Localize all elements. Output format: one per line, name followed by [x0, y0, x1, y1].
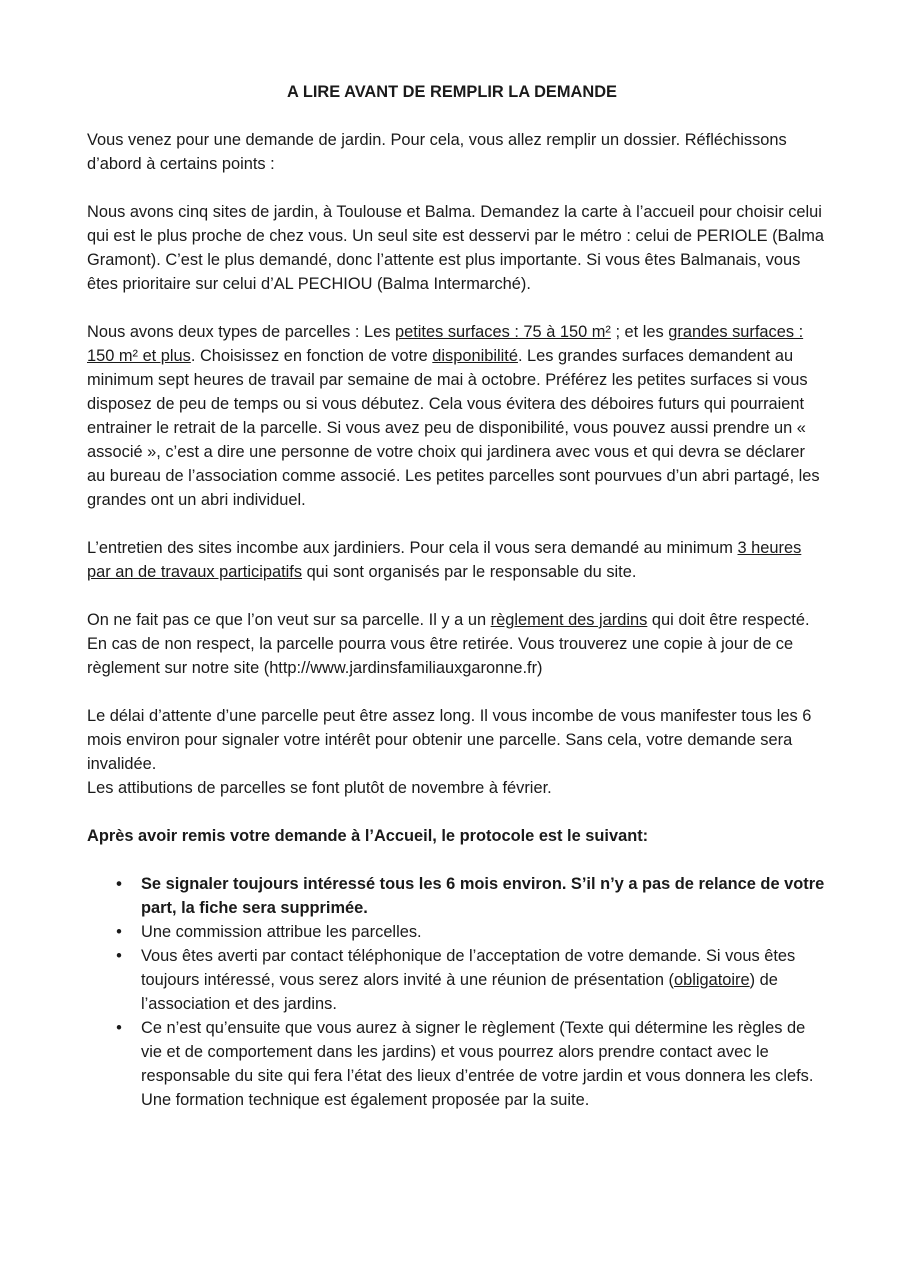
rules-text-a: On ne fait pas ce que l’on veut sur sa parcelle. Il y a un	[87, 611, 491, 629]
rules-text-b: qui doit être respecté. En cas de non respect, la parcelle pourra vous être retirée. Vous trouverez une copie à jour de ce règlement sur notre site (http://www.jardinsfamiliauxgaronne.fr)	[87, 611, 810, 677]
list-item-text-b: ) de l’association et des jardins.	[141, 971, 778, 1013]
list-item	[87, 920, 827, 944]
parcel-types-text-b: ; et les	[610, 323, 669, 341]
maintenance-text-a: L’entretien des sites incombe aux jardiniers. Pour cela il vous sera demandé au minimum	[87, 539, 738, 557]
document-body	[87, 128, 827, 1112]
protocol-heading: Après avoir remis votre demande à l’Accueil, le protocole est le suivant:	[87, 827, 649, 845]
garden-rules-text: règlement des jardins	[490, 611, 648, 629]
small-surfaces-text: petites surfaces : 75 à 150 m²	[394, 323, 611, 341]
availability-text: disponibilité	[432, 347, 518, 365]
maintenance-text-b: qui sont organisés par le responsable du site.	[302, 563, 637, 581]
sites-paragraph: Nous avons cinq sites de jardin, à Toulouse et Balma. Demandez la carte à l’accueil pour choisir celui qui est le plus proche de chez vous. Un seul site est desservi par le métro : celui de PERIOLE (Balma Gramont). C’est le plus demandé, donc l’attente est plus importante. Si vous êtes Balmanais, vous êtes prioritaire sur celui d’AL PECHIOU (Balma Intermarché).	[87, 203, 825, 293]
list-item-text: Une commission attribue les parcelles.	[141, 923, 422, 941]
intro-paragraph: Vous venez pour une demande de jardin. Pour cela, vous allez remplir un dossier. Réfléchissons d’abord à certains points :	[87, 131, 787, 173]
bullet-icon: •	[116, 875, 122, 893]
list-item-text-a: Vous êtes averti par contact téléphonique de l’acceptation de votre demande. Si vous êtes toujours intéressé, vous serez alors invité à une réunion de présentation (	[141, 947, 796, 989]
participative-hours-text: 3 heures par an de travaux participatifs	[87, 539, 802, 581]
bullet-icon: •	[116, 1019, 122, 1037]
list-item-text: Se signaler toujours intéressé tous les 6 mois environ. S’il n’y a pas de relance de votre part, la fiche sera supprimée.	[141, 875, 825, 917]
mandatory-text: obligatoire	[674, 971, 750, 989]
list-item	[87, 1016, 827, 1112]
parcel-types-paragraph	[87, 320, 827, 512]
maintenance-paragraph	[87, 536, 827, 584]
parcel-types-text-d: . Les grandes surfaces demandent au minimum sept heures de travail par semaine de mai à octobre. Préférez les petites surfaces si vous disposez de peu de temps ou si vous débutez. Cela vous évitera des déboires futurs qui pourraient entrainer le retrait de la parcelle. Si vous avez peu de disponibilité, vous pouvez aussi prendre un « associé », c’est a dire une personne de votre choix qui jardinera avec vous et qui devra se déclarer au bureau de l’association comme associé. Les petites parcelles sont pourvues d’un abri partagé, les grandes ont un abri individuel.	[87, 347, 820, 509]
rules-paragraph	[87, 608, 827, 680]
large-surfaces-text: grandes surfaces : 150 m² et plus	[87, 323, 804, 365]
waiting-paragraph: Le délai d’attente d’une parcelle peut être assez long. Il vous incombe de vous manifester tous les 6 mois environ pour signaler votre intérêt pour obtenir une parcelle. Sans cela, votre demande sera invalidée.	[87, 707, 812, 773]
list-item-text: Ce n’est qu’ensuite que vous aurez à signer le règlement (Texte qui détermine les règles de vie et de comportement dans les jardins) et vous pourrez alors prendre contact avec le responsable du site qui fera l’état des lieux d’entrée de votre jardin et vous donnera les clefs. Une formation technique est également proposée par la suite.	[141, 1019, 814, 1109]
page-title: A LIRE AVANT DE REMPLIR LA DEMANDE	[287, 83, 617, 101]
bullet-icon: •	[116, 947, 122, 965]
parcel-types-text-c: . Choisissez en fonction de votre	[190, 347, 433, 365]
bullet-icon: •	[116, 923, 122, 941]
protocol-list	[87, 872, 827, 1112]
list-item	[87, 944, 827, 1016]
attribution-paragraph: Les attibutions de parcelles se font plutôt de novembre à février.	[87, 779, 552, 797]
parcel-types-text-a: Nous avons deux types de parcelles : Les	[87, 323, 395, 341]
list-item	[87, 872, 827, 920]
